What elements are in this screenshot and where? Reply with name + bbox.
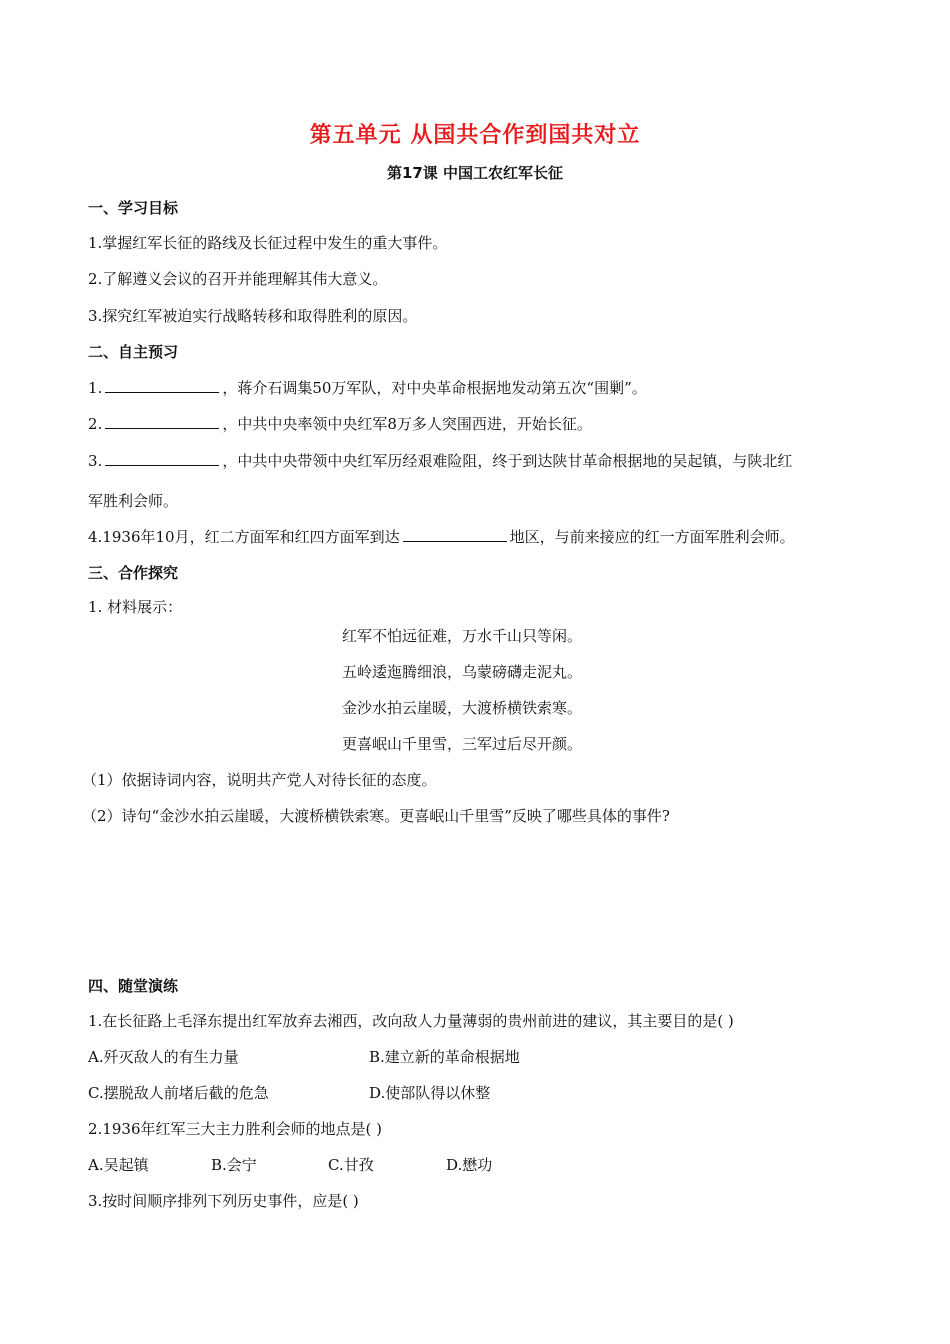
poem-line-1: 红军不怕远征难，万水千山只等闲。 <box>342 627 583 645</box>
explore-question-2: （2）诗句“金沙水拍云崖暖，大渡桥横铁索寒。更喜岷山千里雪”反映了哪些具体的事件? <box>82 807 670 825</box>
section-heading-practice: 四、随堂演练 <box>88 977 179 995</box>
question-text: ，中共中央率领中央红军8万多人突围西进，开始长征。 <box>222 415 592 433</box>
option-1c[interactable]: C.摆脱敌人前堵后截的危急 <box>88 1084 269 1102</box>
preview-question-3 <box>88 450 792 471</box>
material-label: 1. 材料展示： <box>88 598 183 616</box>
section-heading-goals: 一、学习目标 <box>88 199 179 217</box>
fill-blank[interactable] <box>105 378 219 393</box>
poem-line-2: 五岭逶迤腾细浪，乌蒙磅礴走泥丸。 <box>342 663 583 681</box>
question-number: 3. <box>88 452 103 470</box>
practice-question-3: 3.按时间顺序排列下列历史事件，应是( ) <box>88 1192 359 1210</box>
option-1b[interactable]: B.建立新的革命根据地 <box>369 1048 520 1066</box>
question-number: 2. <box>88 415 103 433</box>
goal-item-1: 1.掌握红军长征的路线及长征过程中发生的重大事件。 <box>88 234 448 252</box>
goal-item-2: 2.了解遵义会议的召开并能理解其伟大意义。 <box>88 270 388 288</box>
option-2a[interactable]: A.吴起镇 <box>88 1156 149 1174</box>
preview-question-2 <box>88 413 592 434</box>
fill-blank[interactable] <box>105 451 219 466</box>
goal-item-3: 3.探究红军被迫实行战略转移和取得胜利的原因。 <box>88 307 418 325</box>
explore-question-1: （1）依据诗词内容，说明共产党人对待长征的态度。 <box>82 771 437 789</box>
lesson-title: 第17课 中国工农红军长征 <box>386 164 564 182</box>
poem-line-3: 金沙水拍云崖暖，大渡桥横铁索寒。 <box>342 699 583 717</box>
option-2b[interactable]: B.会宁 <box>211 1156 257 1174</box>
practice-question-1: 1.在长征路上毛泽东提出红军放弃去湘西，改向敌人力量薄弱的贵州前进的建议，其主要目的是( ) <box>88 1012 734 1030</box>
preview-question-3-continued: 军胜利会师。 <box>88 492 179 510</box>
poem-line-4: 更喜岷山千里雪，三军过后尽开颜。 <box>342 735 583 753</box>
practice-question-2: 2.1936年红军三大主力胜利会师的地点是( ) <box>88 1120 382 1138</box>
question-text: 4.1936年10月，红二方面军和红四方面军到达 <box>88 528 400 546</box>
option-2d[interactable]: D.懋功 <box>446 1156 493 1174</box>
fill-blank[interactable] <box>105 414 219 429</box>
question-text: ，中共中央带领中央红军历经艰难险阻，终于到达陕甘革命根据地的吴起镇，与陕北红 <box>222 452 793 470</box>
option-1a[interactable]: A.歼灭敌人的有生力量 <box>88 1048 239 1066</box>
section-heading-preview: 二、自主预习 <box>88 343 179 361</box>
fill-blank[interactable] <box>403 527 507 542</box>
option-1d[interactable]: D.使部队得以休整 <box>369 1084 491 1102</box>
option-2c[interactable]: C.甘孜 <box>328 1156 374 1174</box>
question-number: 1. <box>88 379 103 397</box>
preview-question-1 <box>88 377 647 398</box>
question-text: 地区，与前来接应的红一方面军胜利会师。 <box>509 528 795 546</box>
section-heading-explore: 三、合作探究 <box>88 564 179 582</box>
preview-question-4 <box>88 526 795 547</box>
question-text: ，蒋介石调集50万军队，对中央革命根据地发动第五次“围剿”。 <box>222 379 647 397</box>
unit-title: 第五单元 从国共合作到国共对立 <box>309 123 641 148</box>
